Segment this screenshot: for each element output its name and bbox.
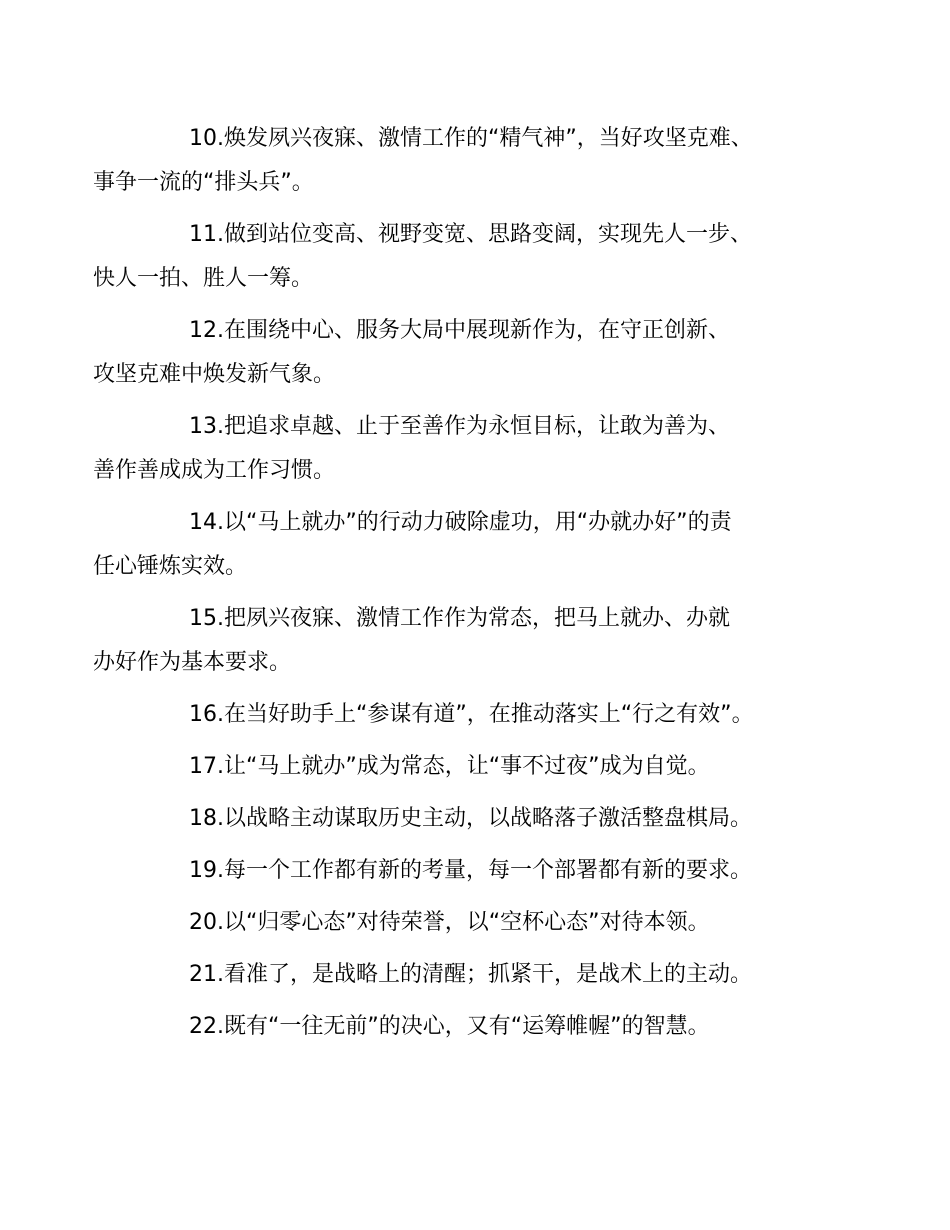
paragraph-line: 攻坚克难中焕发新气象。 <box>93 362 336 387</box>
paragraph-line: 18.以战略主动谋取历史主动，以战略落子激活整盘棋局。 <box>189 806 752 831</box>
paragraph-line: 任心锤炼实效。 <box>93 554 248 579</box>
list-item-21 <box>141 953 831 997</box>
paragraph-line: 12.在围绕中心、服务大局中展现新作为，在守正创新、 <box>189 318 730 343</box>
paragraph-line: 16.在当好助手上“参谋有道”，在推动落实上“行之有效”。 <box>189 702 754 727</box>
paragraph-line: 14.以“马上就办”的行动力破除虚功，用“办就办好”的责 <box>189 510 732 535</box>
paragraph-line: 善作善成成为工作习惯。 <box>93 458 336 483</box>
paragraph-line: 20.以“归零心态”对待荣誉，以“空杯心态”对待本领。 <box>189 910 710 935</box>
document-body <box>93 117 831 1057</box>
list-item-10 <box>93 117 831 205</box>
paragraph-line: 21.看准了，是战略上的清醒；抓紧干，是战术上的主动。 <box>189 962 752 987</box>
list-item-11 <box>93 213 831 301</box>
list-item-15 <box>93 597 831 685</box>
list-item-20 <box>141 901 831 945</box>
paragraph-line: 13.把追求卓越、止于至善作为永恒目标，让敢为善为、 <box>189 414 730 439</box>
paragraph-line: 17.让“马上就办”成为常态，让“事不过夜”成为自觉。 <box>189 754 710 779</box>
list-item-13 <box>93 405 831 493</box>
list-item-17 <box>141 745 831 789</box>
paragraph-line: 办好作为基本要求。 <box>93 650 292 675</box>
paragraph-line: 快人一拍、胜人一筹。 <box>93 266 314 291</box>
list-item-12 <box>93 309 831 397</box>
paragraph-line: 22.既有“一往无前”的决心，又有“运筹帷幄”的智慧。 <box>189 1014 710 1039</box>
list-item-16 <box>141 693 831 737</box>
list-item-14 <box>93 501 831 589</box>
list-item-18 <box>141 797 831 841</box>
paragraph-line: 11.做到站位变高、视野变宽、思路变阔，实现先人一步、 <box>189 222 752 247</box>
paragraph-line: 19.每一个工作都有新的考量，每一个部署都有新的要求。 <box>189 858 752 883</box>
list-item-22 <box>141 1005 831 1049</box>
list-item-19 <box>141 849 831 893</box>
paragraph-line: 15.把夙兴夜寐、激情工作作为常态，把马上就办、办就 <box>189 606 730 631</box>
paragraph-line: 事争一流的“排头兵”。 <box>93 170 314 195</box>
paragraph-line: 10.焕发夙兴夜寐、激情工作的“精气神”，当好攻坚克难、 <box>189 126 753 151</box>
